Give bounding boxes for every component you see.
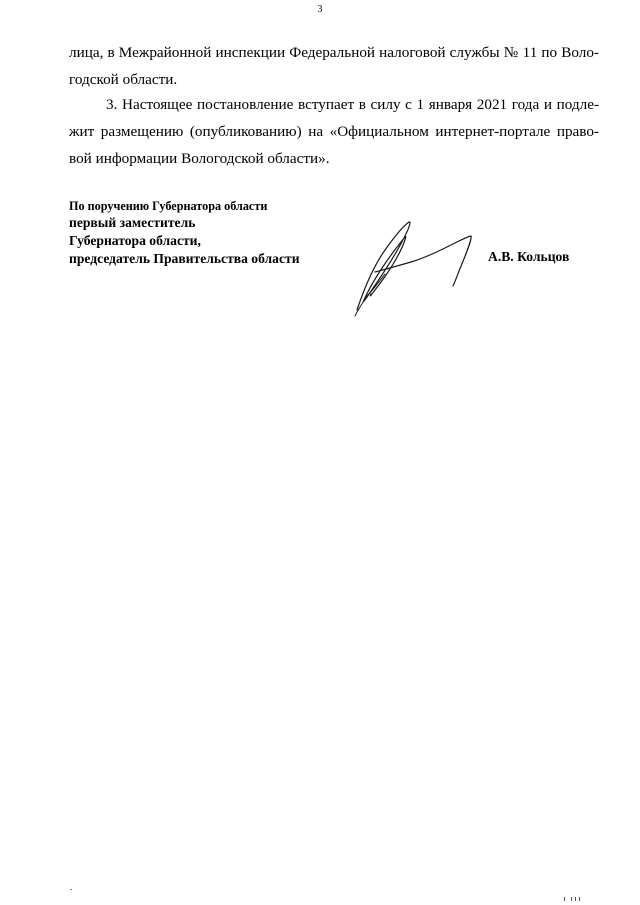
position-line: первый заместитель xyxy=(69,215,196,230)
scan-marks-icon xyxy=(563,896,593,902)
paragraph-continuation xyxy=(69,39,599,93)
paragraph-item-3 xyxy=(69,91,599,172)
position-line: председатель Правительства области xyxy=(69,251,300,266)
paragraph-line: 3. Настоящее постановление вступает в силу с 1 января 2021 года и подле- xyxy=(106,96,599,113)
paragraph-line: вой информации Вологодской области». xyxy=(69,150,330,167)
page-number: 3 xyxy=(317,4,323,15)
handwritten-signature-icon xyxy=(345,212,480,317)
paragraph-line: годской области. xyxy=(69,71,178,88)
signer-name: А.В. Кольцов xyxy=(488,249,570,264)
paragraph-line: жит размещению (опубликованию) на «Официальном интернет-портале право- xyxy=(69,123,599,140)
signature-block xyxy=(69,198,300,268)
paragraph-line: лица, в Межрайонной инспекции Федеральной налоговой службы № 11 по Воло- xyxy=(69,44,599,61)
scan-artifact xyxy=(70,889,72,890)
on-behalf-line: По поручению Губернатора области xyxy=(69,199,268,213)
position-line: Губернатора области, xyxy=(69,233,201,248)
